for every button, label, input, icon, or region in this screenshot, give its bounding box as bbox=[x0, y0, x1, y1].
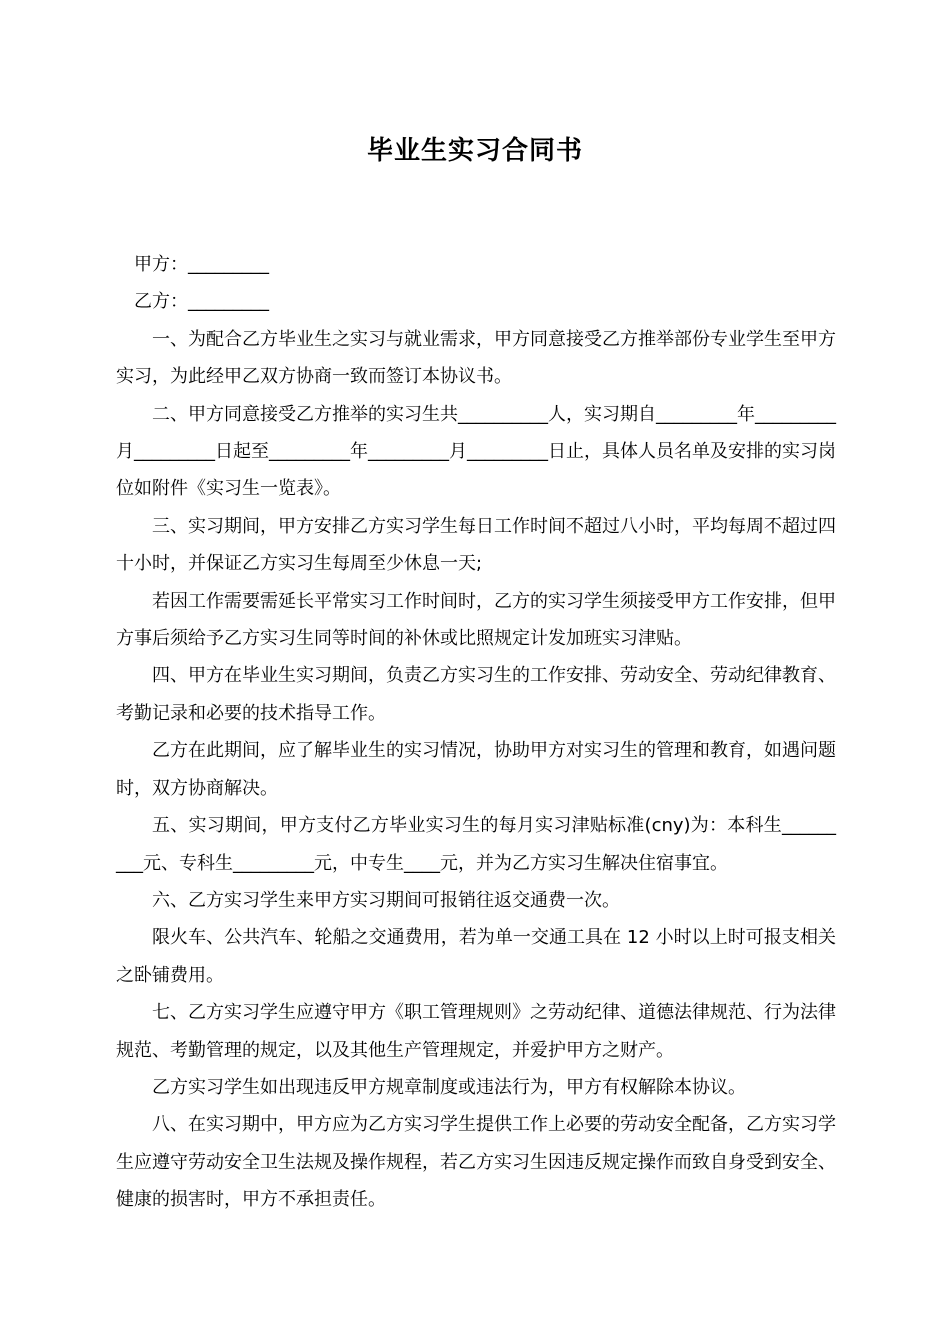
clause-5: 五、实习期间，甲方支付乙方毕业实习生的每月实习津贴标准(cny)为：本科生_________元、专科生_________元，中专生____元，并为乙方实习生解决住宿事宜。 bbox=[116, 815, 836, 874]
clause-7: 七、乙方实习学生应遵守甲方《职工管理规则》之劳动纪律、道德法律规范、行为法律规范、考勤管理的规定，以及其他生产管理规定，并爱护甲方之财产。 bbox=[116, 1002, 836, 1061]
party-a-line: 甲方：_________ bbox=[134, 254, 269, 275]
party-b-line: 乙方：_________ bbox=[134, 291, 269, 313]
clause-2: 二、甲方同意接受乙方推举的实习生共__________人，实习期自_________年_________月_________日起至_________年_________月_________日止，具体人员名单及安排的实习岗位如附件《实习生一览表》。 bbox=[116, 403, 836, 500]
clause-4-supplement: 乙方在此期间，应了解毕业生的实习情况，协助甲方对实习生的管理和教育，如遇问题时，双方协商解决。 bbox=[116, 740, 836, 799]
clause-6-supplement: 限火车、公共汽车、轮船之交通费用，若为单一交通工具在 12 小时以上时可报支相关之卧铺费用。 bbox=[116, 927, 836, 986]
clause-3: 三、实习期间，甲方安排乙方实习学生每日工作时间不超过八小时，平均每周不超过四十小时，并保证乙方实习生每周至少休息一天; bbox=[116, 515, 836, 575]
clause-7-supplement: 乙方实习学生如出现违反甲方规章制度或违法行为，甲方有权解除本协议。 bbox=[152, 1076, 746, 1098]
clause-1: 一、为配合乙方毕业生之实习与就业需求，甲方同意接受乙方推举部份专业学生至甲方实习，为此经甲乙双方协商一致而签订本协议书。 bbox=[116, 328, 836, 388]
document-body bbox=[116, 246, 836, 1219]
clause-6: 六、乙方实习学生来甲方实习期间可报销往返交通费一次。 bbox=[152, 889, 620, 911]
clause-3-supplement: 若因工作需要需延长平常实习工作时间时，乙方的实习学生须接受甲方工作安排，但甲方事后须给予乙方实习生同等时间的补休或比照规定计发加班实习津贴。 bbox=[116, 590, 836, 650]
document-title: 毕业生实习合同书 bbox=[366, 136, 583, 166]
clause-8: 八、在实习期中，甲方应为乙方实习学生提供工作上必要的劳动安全配备，乙方实习学生应遵守劳动安全卫生法规及操作规程，若乙方实习生因违反规定操作而致自身受到安全、健康的损害时，甲方不承担责任。 bbox=[116, 1114, 836, 1211]
clause-4: 四、甲方在毕业生实习期间，负责乙方实习生的工作安排、劳动安全、劳动纪律教育、考勤记录和必要的技术指导工作。 bbox=[116, 665, 836, 724]
